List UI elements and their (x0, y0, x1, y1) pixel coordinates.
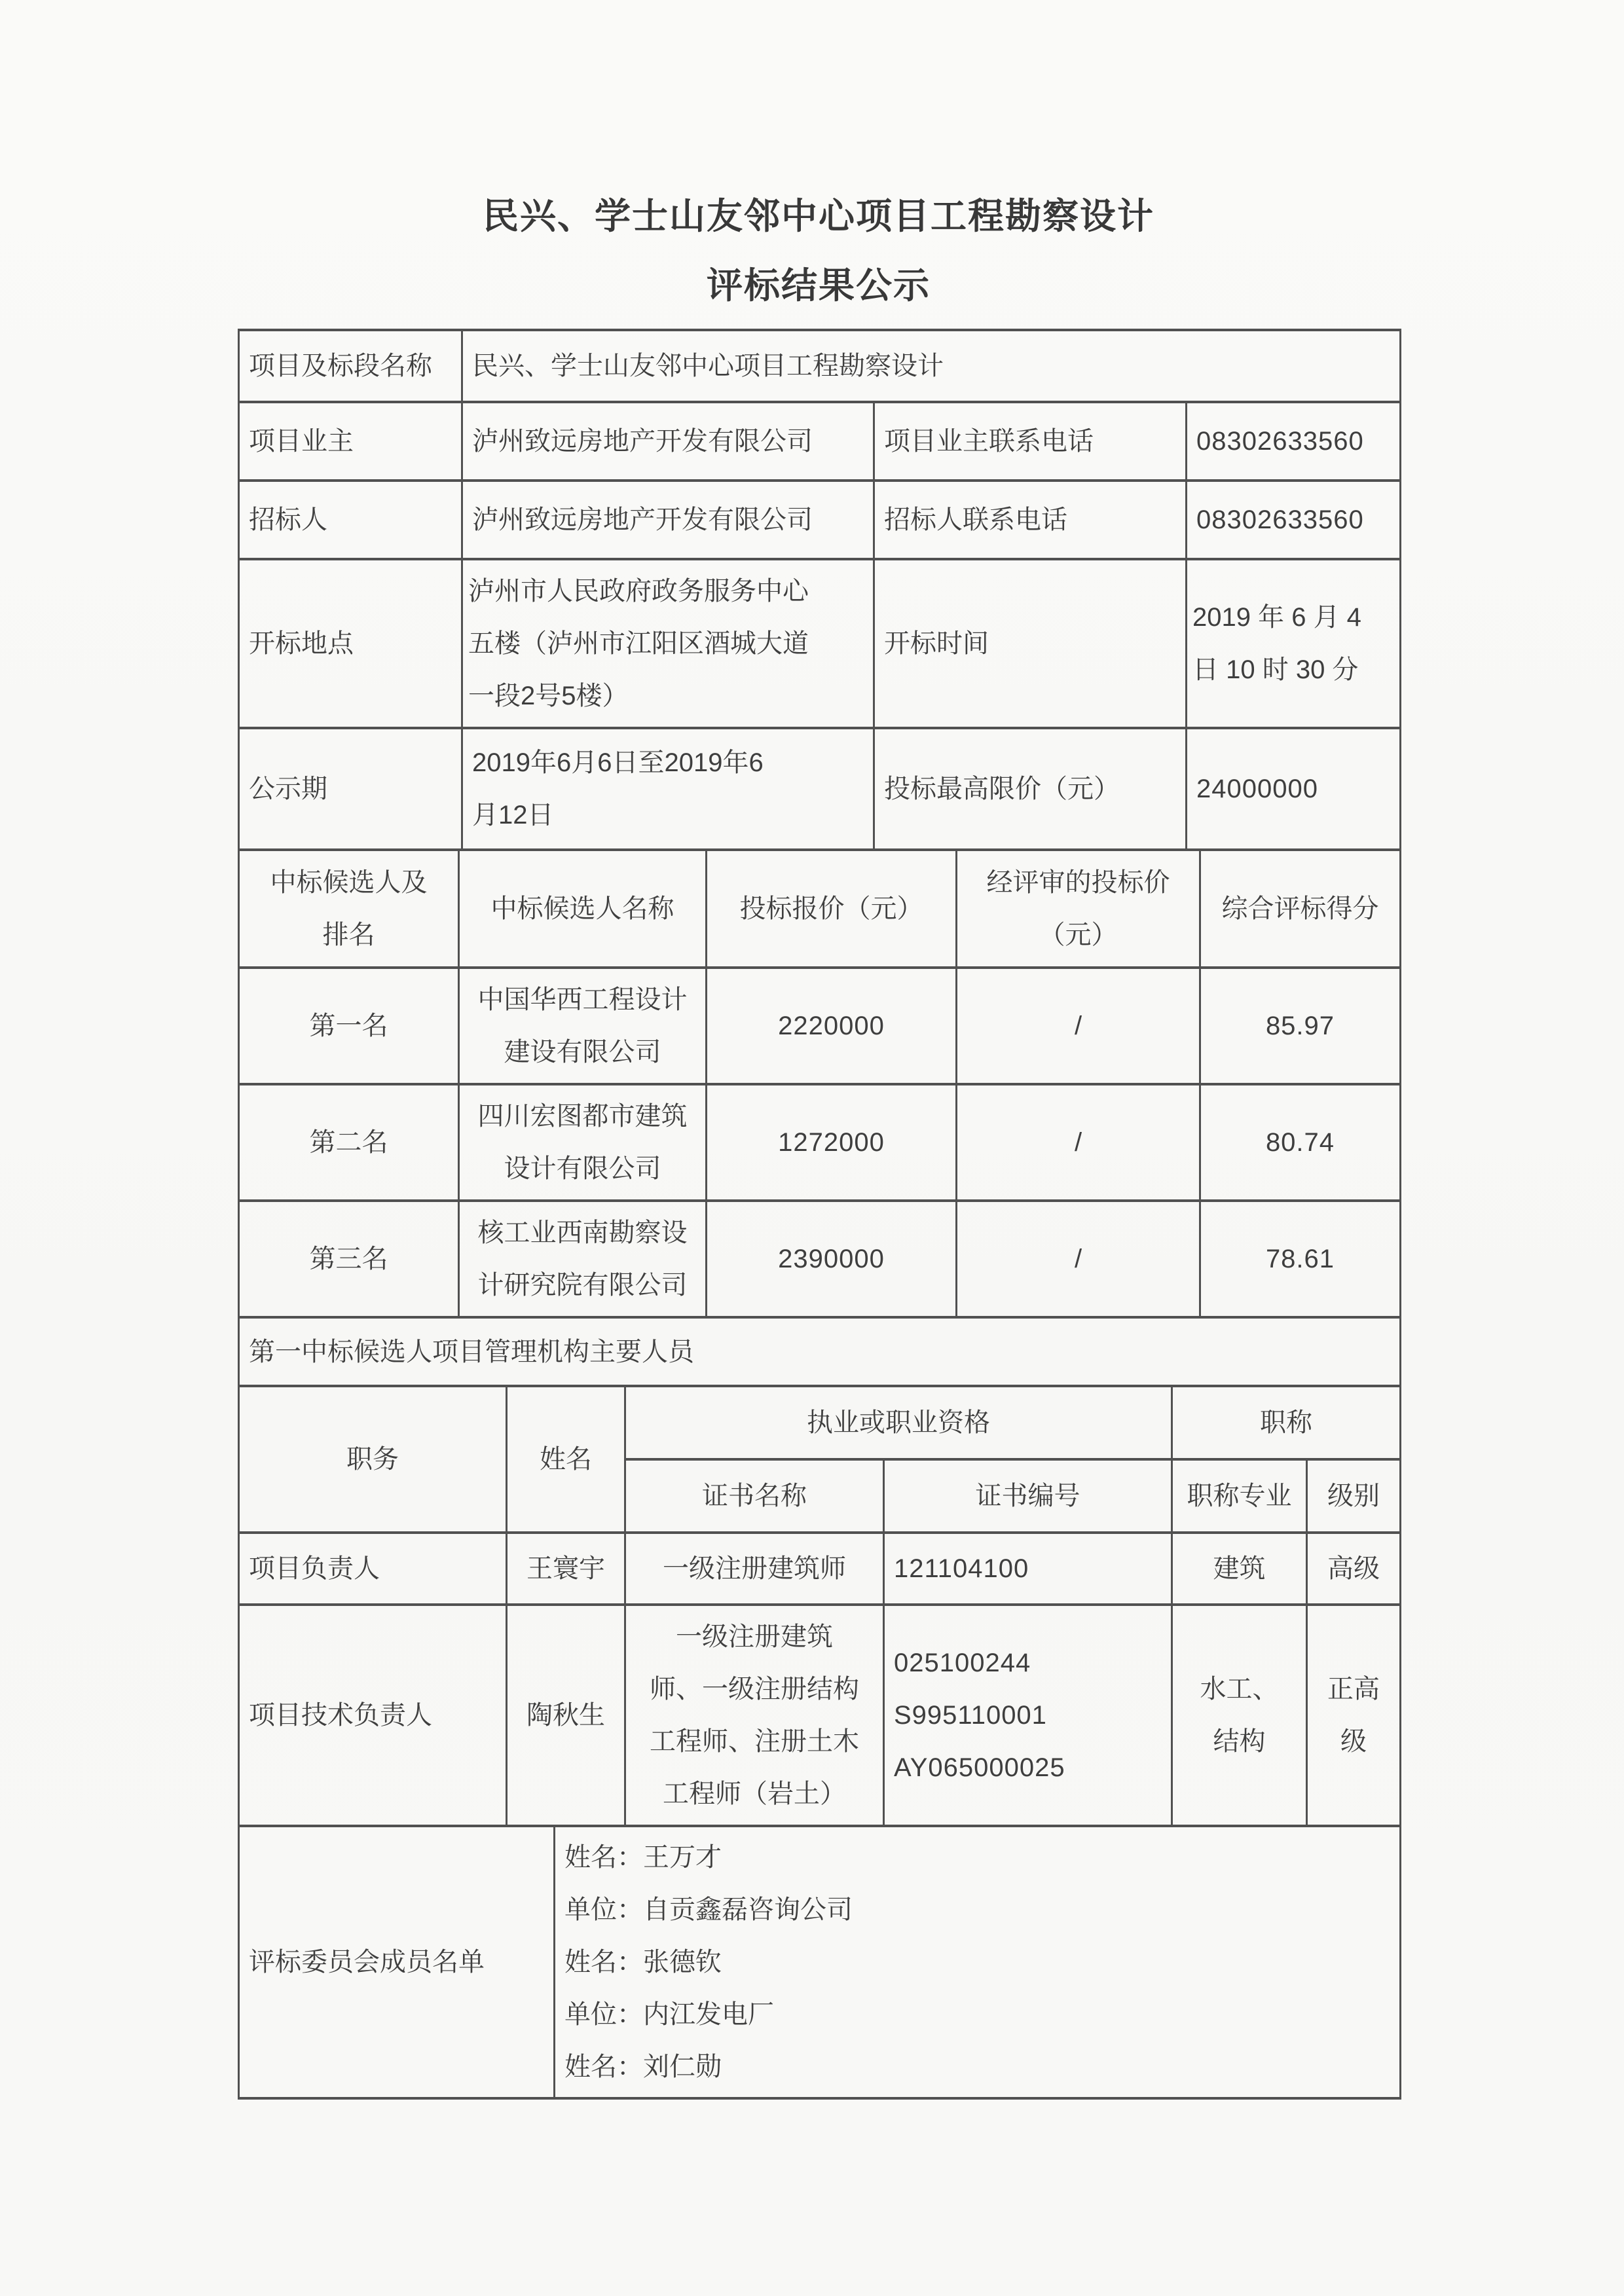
person-duty: 项目技术负责人 (239, 1605, 507, 1826)
open-time-line: 2019 年 6 月 4 (1192, 603, 1361, 632)
col-header-title-level: 级别 (1307, 1459, 1401, 1533)
committee-member-line: 姓名：张德钦 (564, 1948, 722, 1977)
col-header-person-name: 姓名 (507, 1386, 625, 1533)
person-title-level-line: 级 (1340, 1727, 1367, 1756)
owner-phone-value: 08302633560 (1187, 402, 1401, 481)
candidate-name-line: 设计有限公司 (504, 1154, 661, 1183)
person-title-major (1172, 1605, 1307, 1826)
venue-label: 开标地点 (239, 559, 462, 728)
section-banner-table (238, 1316, 1401, 1387)
col-header-price: 投标报价（元） (707, 850, 957, 968)
page-subtitle: 评标结果公示 (706, 265, 931, 306)
tenderer-label: 招标人 (239, 481, 462, 559)
personnel-row (239, 1533, 1401, 1605)
candidate-name-line: 中国华西工程设计 (477, 985, 688, 1014)
col-header-evaluated (957, 850, 1200, 968)
page-title: 民兴、学士山友邻中心项目工程勘察设计 (482, 196, 1154, 236)
candidate-rank: 第二名 (239, 1084, 459, 1201)
committee-member-line: 姓名：王万才 (564, 1843, 722, 1872)
candidate-score: 80.74 (1200, 1084, 1401, 1201)
table-row (239, 330, 1401, 402)
candidates-table (238, 848, 1401, 1319)
committee-member-line: 单位：内江发电厂 (564, 2000, 774, 2029)
person-name: 王寰宇 (507, 1533, 625, 1605)
candidate-row (239, 1084, 1401, 1201)
person-title-level (1307, 1605, 1401, 1826)
candidate-name-line: 计研究院有限公司 (477, 1271, 688, 1300)
project-info-table (238, 329, 1401, 851)
open-time-line: 日 10 时 30 分 (1192, 655, 1359, 684)
project-name-value: 民兴、学士山友邻中心项目工程勘察设计 (462, 330, 1401, 402)
venue-line: 泸州市人民政府政务服务中心 (468, 577, 809, 606)
candidate-name-line: 建设有限公司 (504, 1038, 661, 1066)
person-cert-name-line: 一级注册建筑 (676, 1622, 833, 1651)
person-cert-name-line: 工程师（岩土） (663, 1779, 846, 1808)
person-cert-no: 121104100 (884, 1533, 1172, 1605)
col-header-rank-line: 排名 (322, 920, 375, 949)
person-cert-name-line: 师、一级注册结构 (650, 1675, 859, 1704)
person-title-level-line: 正高 (1327, 1675, 1380, 1704)
publicity-line: 月12日 (472, 801, 554, 829)
committee-members (555, 1826, 1401, 2098)
candidate-name (459, 1084, 707, 1201)
owner-label: 项目业主 (239, 402, 462, 481)
result-tables (238, 329, 1399, 2100)
committee-label: 评标委员会成员名单 (239, 1826, 555, 2098)
open-time-label: 开标时间 (874, 559, 1187, 728)
col-header-rank (239, 850, 459, 968)
col-header-evaluated-line: （元） (1039, 920, 1118, 949)
col-header-cert-name: 证书名称 (625, 1459, 884, 1533)
section-title: 第一中标候选人项目管理机构主要人员 (239, 1317, 1401, 1386)
person-title-major: 建筑 (1172, 1533, 1307, 1605)
col-header-duty: 职务 (239, 1386, 507, 1533)
owner-value: 泸州致远房地产开发有限公司 (462, 402, 874, 481)
col-header-name: 中标候选人名称 (459, 850, 707, 968)
tenderer-phone-value: 08302633560 (1187, 481, 1401, 559)
person-title-major-line: 水工、 (1200, 1675, 1279, 1704)
col-header-evaluated-line: 经评审的投标价 (986, 868, 1170, 897)
candidate-rank: 第三名 (239, 1201, 459, 1317)
person-cert-name-line: 工程师、注册土木 (650, 1727, 859, 1756)
table-row (239, 559, 1401, 728)
project-name-label: 项目及标段名称 (239, 330, 462, 402)
person-cert-name (625, 1605, 884, 1826)
personnel-header-row (239, 1386, 1401, 1459)
person-cert-no-line: 025100244 (894, 1649, 1031, 1677)
committee-table (238, 1825, 1401, 2100)
col-header-score: 综合评标得分 (1200, 850, 1401, 968)
person-cert-no-line: AY065000025 (894, 1753, 1065, 1782)
col-header-title-major: 职称专业 (1172, 1459, 1307, 1533)
publicity-line: 2019年6月6日至2019年6 (472, 748, 764, 777)
price-limit-value: 24000000 (1187, 728, 1401, 850)
candidate-price: 1272000 (707, 1084, 957, 1201)
candidate-price: 2220000 (707, 968, 957, 1084)
candidate-price: 2390000 (707, 1201, 957, 1317)
candidate-name (459, 1201, 707, 1317)
person-cert-no (884, 1605, 1172, 1826)
candidate-score: 85.97 (1200, 968, 1401, 1084)
col-header-qualification: 执业或职业资格 (625, 1386, 1172, 1459)
person-cert-no-line: S995110001 (894, 1701, 1047, 1730)
venue-value (462, 559, 874, 728)
candidate-evaluated-price: / (957, 968, 1200, 1084)
committee-row (239, 1826, 1401, 2098)
section-banner-row (239, 1317, 1401, 1386)
price-limit-label: 投标最高限价（元） (874, 728, 1187, 850)
owner-phone-label: 项目业主联系电话 (874, 402, 1187, 481)
publicity-value (462, 728, 874, 850)
table-row (239, 728, 1401, 850)
tenderer-phone-label: 招标人联系电话 (874, 481, 1187, 559)
candidate-score: 78.61 (1200, 1201, 1401, 1317)
publicity-label: 公示期 (239, 728, 462, 850)
personnel-row (239, 1605, 1401, 1826)
col-header-professional-title: 职称 (1172, 1386, 1401, 1459)
candidate-name (459, 968, 707, 1084)
person-name: 陶秋生 (507, 1605, 625, 1826)
person-cert-name: 一级注册建筑师 (625, 1533, 884, 1605)
table-row (239, 481, 1401, 559)
candidate-row (239, 968, 1401, 1084)
candidates-header-row (239, 850, 1401, 968)
person-title-level: 高级 (1307, 1533, 1401, 1605)
person-duty: 项目负责人 (239, 1533, 507, 1605)
candidate-name-line: 核工业西南勘察设 (477, 1218, 688, 1247)
table-row (239, 402, 1401, 481)
personnel-table (238, 1385, 1401, 1827)
committee-member-line: 单位：自贡鑫磊咨询公司 (564, 1895, 853, 1924)
open-time-value (1187, 559, 1401, 728)
committee-member-line: 姓名：刘仁勋 (564, 2052, 722, 2081)
col-header-rank-line: 中标候选人及 (270, 868, 428, 897)
venue-line: 一段2号5楼） (468, 682, 629, 710)
candidate-rank: 第一名 (239, 968, 459, 1084)
venue-line: 五楼（泸州市江阳区酒城大道 (468, 629, 809, 658)
candidate-name-line: 四川宏图都市建筑 (477, 1102, 688, 1131)
candidate-evaluated-price: / (957, 1201, 1200, 1317)
col-header-cert-no: 证书编号 (884, 1459, 1172, 1533)
tenderer-value: 泸州致远房地产开发有限公司 (462, 481, 874, 559)
person-title-major-line: 结构 (1213, 1727, 1266, 1756)
candidate-evaluated-price: / (957, 1084, 1200, 1201)
candidate-row (239, 1201, 1401, 1317)
title-block (238, 0, 1399, 305)
